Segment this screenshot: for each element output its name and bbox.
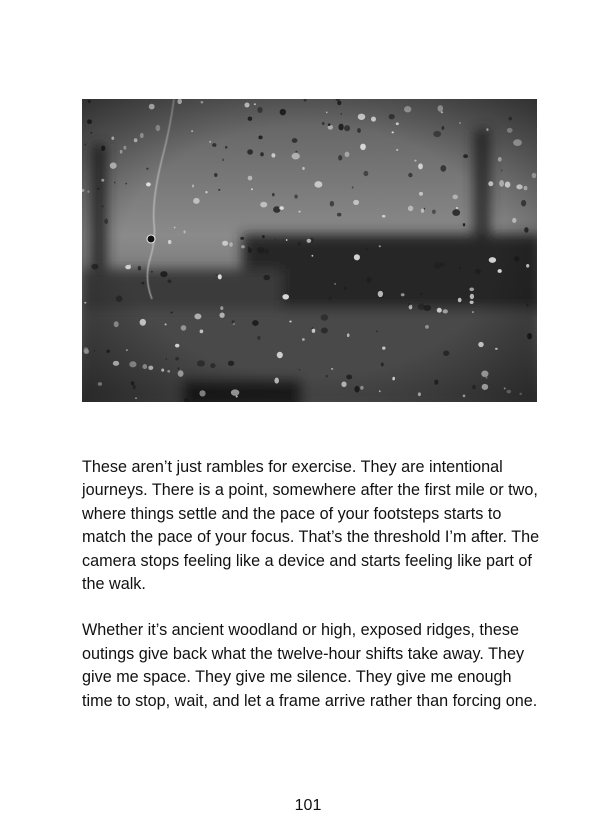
body-text bbox=[82, 456, 544, 736]
page-number: 101 bbox=[294, 797, 322, 814]
photo-graphic bbox=[82, 99, 537, 402]
rainy-window-photo bbox=[82, 99, 537, 402]
paragraph-2: Whether it’s ancient woodland or high, exposed ridges, these outings give back what the twelve-hour shifts take away. They give me space. They give me silence. They give me enough time to stop, wait, and let a frame arrive rather than forcing one. bbox=[82, 621, 538, 710]
paragraph-1: These aren’t just rambles for exercise. They are intentional journeys. There is a point, somewhere after the first mile or two, where things settle and the pace of your footsteps starts to match the pace of your focus. That’s the threshold I’m after. The camera stops feeling like a device and starts feeling like part of the walk. bbox=[82, 458, 540, 594]
